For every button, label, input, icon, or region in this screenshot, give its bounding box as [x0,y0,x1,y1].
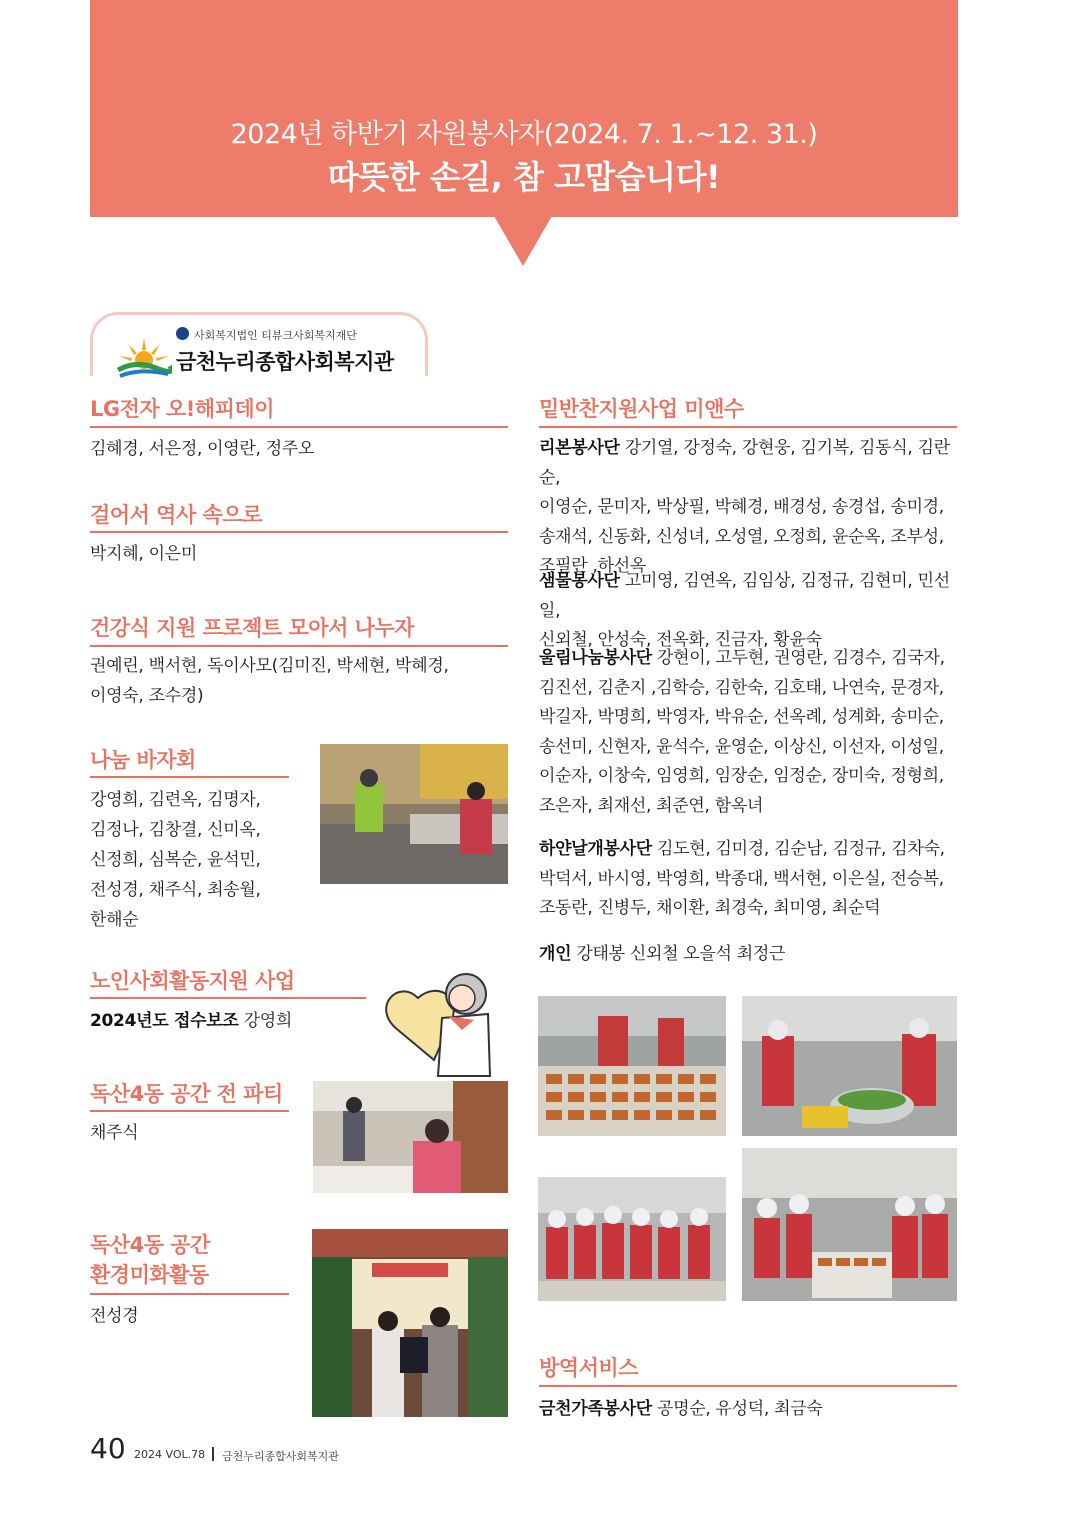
names-walk: 박지혜, 이은미 [90,544,197,564]
kitchen-photo-3 [538,1177,726,1301]
names-line: 송선미, 신현자, 윤석수, 윤영순, 이상신, 이선자, 이성일, [539,736,944,757]
team-ullim [539,644,959,821]
names-line-text: 강기열, 강정숙, 강현웅, 김기복, 김동식, 김란순, [539,438,950,488]
section-rule [90,426,508,428]
section-rule [90,997,366,999]
foundation-emblem-icon [176,327,189,340]
section-title-senior: 노인사회활동지원 사업 [90,969,295,993]
kitchen-photo-1 [538,996,726,1136]
team-name-ribbon: 리본봉사단 [539,438,620,458]
names-line-text: 공명순, 유성덕, 최금숙 [656,1399,823,1419]
team-white-wing [539,835,959,924]
names-line [539,567,959,626]
beautify-photo [312,1229,508,1417]
header-subtitle: 2024년 하반기 자원봉사자(2024. 7. 1.~12. 31.) [230,119,818,150]
names-line: 김진선, 김춘지 ,김학승, 김한숙, 김호태, 나연숙, 문경자, [539,677,944,698]
page-number: 40 [90,1432,126,1465]
sun-logo-icon [116,336,172,380]
section-rule [90,645,508,647]
names-beautify: 전성경 [90,1306,139,1326]
section-rule [539,1385,957,1387]
names-line-text: 강태봉 신외철 오을석 최정근 [576,944,786,964]
section-rule [90,531,508,533]
section-title-walk: 걸어서 역사 속으로 [90,503,262,527]
names-line [539,434,959,493]
logo-name: 금천누리종합사회복지관 [176,350,394,374]
names-line [539,835,959,865]
section-rule [539,426,957,428]
kitchen-photo-2 [742,996,957,1136]
section-title-line: 독산4동 공간 [90,1233,210,1257]
senior-name: 강영희 [243,1011,292,1031]
names-line: 강영희, 김련옥, 김명자, [90,790,261,810]
section-title-side-dish: 밑반찬지원사업 미앤수 [539,397,744,421]
kitchen-photo-4 [742,1148,957,1301]
section-title-beautify [90,1230,210,1291]
names-line: 김정나, 김창결, 신미옥, [90,820,261,840]
team-name-individual: 개인 [539,944,572,964]
logo-foundation: 사회복지법인 티뷰크사회복지재단 [194,329,357,342]
section-title-health: 건강식 지원 프로젝트 모아서 나누자 [90,616,415,640]
names-health [90,651,449,711]
names-line: 이영숙, 조수경) [90,686,204,706]
names-line: 송재석, 신동화, 신성녀, 오성열, 오정희, 윤순옥, 조부성, [539,526,944,547]
names-line: 신외철, 안성숙, 전옥화, 진금자, 황윤숙 [539,630,822,650]
names-line: 전성경, 채주식, 최송월, [90,880,261,900]
team-spring [539,567,959,656]
senior-names [90,1006,292,1036]
senior-label: 2024년도 접수보조 [90,1011,239,1031]
names-line: 신정희, 심복순, 윤석민, [90,850,261,870]
names-line-text: 고미영, 김연옥, 김임상, 김정규, 김현미, 민선일, [539,571,950,621]
footer-issue: 2024 VOL.78 [134,1448,206,1461]
section-rule [90,776,289,778]
names-line-text: 김도현, 김미경, 김순남, 김정규, 김차숙, [656,839,945,859]
bazaar-photo [320,744,508,884]
team-name-ullim: 울림나눔봉사단 [539,648,652,668]
section-title-line: 환경미화활동 [90,1263,209,1288]
footer-divider [212,1447,214,1461]
section-rule [90,1110,289,1112]
names-line: 권예린, 백서현, 독이사모(김미진, 박세현, 박혜경, [90,656,449,676]
header-title: 따뜻한 손길, 참 고맙습니다! [327,158,721,196]
section-title-pest: 방역서비스 [539,1356,638,1380]
names-bazaar [90,785,261,935]
names-line: 조동란, 진병두, 채이환, 최경숙, 최미영, 최순덕 [539,898,881,918]
team-name-spring: 샘물봉사단 [539,571,620,591]
names-lg: 김혜경, 서은정, 이영란, 정주오 [90,439,315,459]
team-individual [539,940,959,970]
team-name-white-wing: 하얀날개봉사단 [539,839,652,859]
section-title-party: 독산4동 공간 전 파티 [90,1082,283,1106]
names-line: 조필란 ,하선옥 [539,556,646,576]
names-party: 채주식 [90,1123,139,1143]
section-title-lg: LG전자 오!해피데이 [90,397,275,421]
team-name-pest: 금천가족봉사단 [539,1399,652,1419]
names-line-text: 강현이, 고두현, 권영란, 김경수, 김국자, [656,648,945,668]
names-line: 한해순 [90,910,139,930]
names-line [539,644,959,674]
banner-pointer [494,216,552,266]
section-rule [90,1293,289,1295]
team-ribbon [539,434,959,582]
party-photo [313,1081,508,1193]
names-pest [539,1394,822,1424]
section-title-bazaar: 나눔 바자회 [90,748,196,772]
names-line: 박길자, 박명희, 박영자, 박유순, 선옥례, 성계화, 송미순, [539,707,944,727]
names-line: 조은자, 최재선, 최준연, 함옥녀 [539,795,764,816]
footer-org: 금천누리종합사회복지관 [222,1450,339,1463]
names-line: 박덕서, 바시영, 박영희, 박종대, 백서현, 이은실, 전승복, [539,868,944,889]
heart-illustration-icon [378,968,496,1080]
names-line: 이순자, 이창숙, 임영희, 임장순, 임정순, 장미숙, 정형희, [539,766,944,786]
names-line: 이영순, 문미자, 박상필, 박혜경, 배경성, 송경섭, 송미경, [539,497,944,517]
